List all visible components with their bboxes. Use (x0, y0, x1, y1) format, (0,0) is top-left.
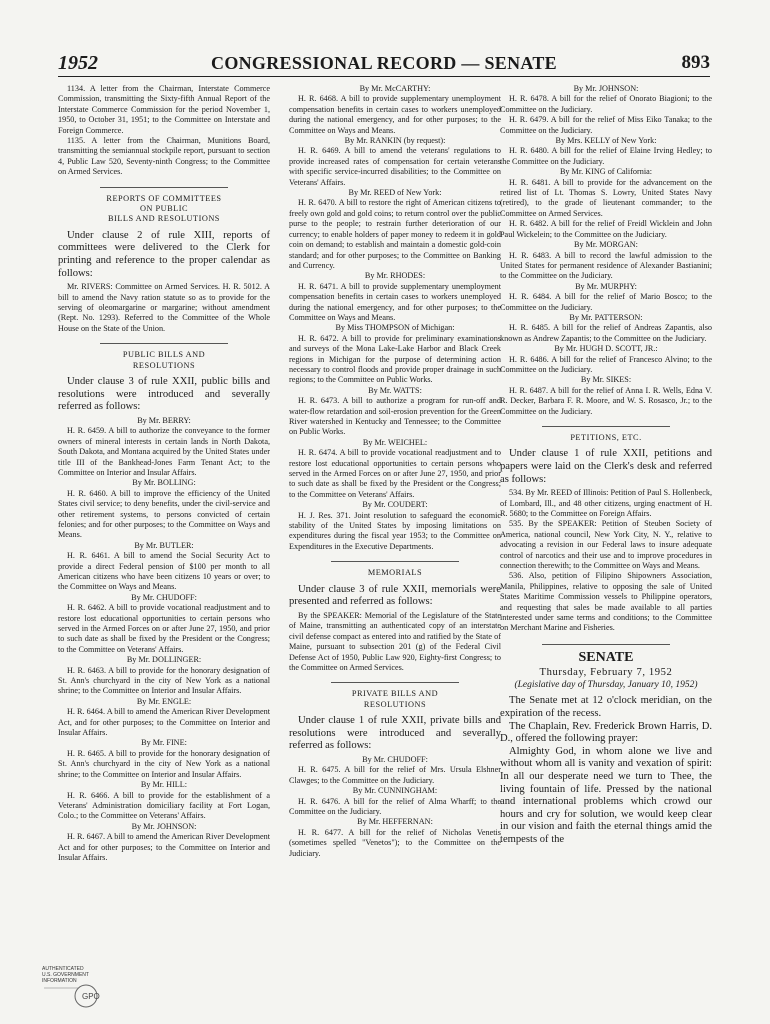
column-3 (500, 84, 712, 847)
bill-entry: H. R. 6482. A bill for the relief of Freidl Wicklein and John Paul Wickelein; to the Committee on the Judiciary. (500, 219, 712, 239)
petition-list (500, 488, 712, 634)
paragraph: The Chaplain, Rev. Frederick Brown Harris, D. D., offered the following prayer: (500, 720, 712, 745)
intro-paragraph: Under clause 1 of rule XXII, private bills and resolutions were introduced and severally referred as follows: (289, 715, 501, 752)
bill-entry: H. R. 6466. A bill to provide for the establishment of a Veterans' Administration domiciliary facility at Fort Logan, Colo.; to the Committee on Veterans' Affairs. (58, 790, 270, 821)
bill-entry: H. R. 6483. A bill to record the lawful admission to the United States for permanent residence of Alexander Bastianini; to the Committee on the Judiciary. (500, 250, 712, 281)
column-1 (58, 84, 270, 863)
sponsor-line: By Miss THOMPSON of Michigan: (335, 323, 455, 333)
section-heading-petitions: PETITIONS, ETC. (542, 426, 669, 443)
bill-entry: H. R. 6476. A bill for the relief of Alma Wharff; to the Committee on the Judiciary. (289, 796, 501, 816)
bill-entry: H. R. 6477. A bill for the relief of Nicholas Venetis (sometimes spelled "Venetos"); to the Committee on the Judiciary. (289, 827, 501, 858)
column-2 (289, 84, 501, 859)
bill-entry: H. R. 6479. A bill for the relief of Miss Eiko Tanaka; to the Committee on the Judiciary. (500, 115, 712, 135)
bill-list (289, 84, 501, 552)
bill-entry: H. R. 6481. A bill to provide for the advancement on the retired list of Lt. Thomas S. Lowry, United States Navy (retired), to the grade of lieutenant commander; to the Committee on Armed Services. (500, 177, 712, 218)
intro-paragraph: Under clause 1 of rule XXII, petitions and papers were laid on the Clerk's desk and referred as follows: (500, 448, 712, 485)
intro-paragraph: Under clause 2 of rule XIII, reports of committees were delivered to the Clerk for printing and reference to the proper calendar as follows: (58, 229, 270, 279)
paragraph: 1134. A letter from the Chairman, Interstate Commerce Commission, transmitting the Sixty-fifth Annual Report of the Interstate Commerce Commission for the period November 1, 1950, to October 31, 1951; to the Committee on Interstate and Foreign Commerce. (58, 84, 270, 135)
session-date: Thursday, February 7, 1952 (539, 667, 673, 679)
sponsor-line: By Mr. BERRY: (137, 415, 191, 425)
bill-entry: H. R. 6487. A bill for the relief of Anna I. R. Wells, Edna V. R. Decker, Barbara F. R. Moore, and W. S. Rosasco, Jr.; to the Committee on the Judiciary. (500, 385, 712, 416)
paragraph: Mr. RIVERS: Committee on Armed Services. H. R. 5012. A bill to amend the Navy ration statute so as to provide for the serving of oleomargarine or margarine; without amendment (Rept. No. 1293). Referred to the Committee of the Whole House on the State of the Union. (58, 282, 270, 333)
bill-entry: H. R. 6464. A bill to amend the American River Development Act, and for other purposes; to the Committee on Interior and Insular Affairs. (58, 707, 270, 738)
bill-entry: H. R. 6473. A bill to authorize a program for run-off and water-flow retardation and soil-erosion prevention for the Green River watershed in Kentucky and Tennessee; to the Committee on Public Works. (289, 396, 501, 437)
prayer-text: Almighty God, in whom alone we live and without whom all is vanity and vexation of spirit: In all our desperate need we turn to Thee, the living fountain of life. Pressed by the national and international problems which crowd our hours and cry for solution, we would keep clear in our vision and faith the eternal things amid the tempests of the (500, 745, 712, 845)
bill-entry: H. R. 6472. A bill to provide for preliminary examinations and surveys of the Mona Lake-Lake Harbor and Black Creek regions in Michigan for the purpose of determining action necessary to control floods and provide proper drainage in such regions; to the Committee on Public Works. (289, 333, 501, 385)
sponsor-line: By Mr. SIKES: (580, 375, 632, 385)
sponsor-line: By Mr. MORGAN: (574, 240, 638, 250)
bill-entry: H. R. 6486. A bill for the relief of Francesco Alvino; to the Committee on the Judiciary. (500, 354, 712, 374)
bill-entry: H. J. Res. 371. Joint resolution to safeguard the economic stability of the United States by imposing limitations on expenditures during the fiscal year 1953; to the Committee on Expenditures in the Executive Departments. (289, 510, 501, 551)
sponsor-line: By Mr. JOHNSON: (573, 84, 639, 93)
paragraph: By the SPEAKER: Memorial of the Legislature of the State of Maine, transmitting an authenticated copy of an interstate civil defense compact as entered into and ratified by the State of Maine, pursuant to subsection 201 (g) of the Federal Civil Defense Act of 1950, Public Law 920, Eighty-first Congress; to the Committee on Armed Services. (289, 610, 501, 672)
bill-entry: H. R. 6469. A bill to amend the veterans' regulations to provide increased rates of compensation for certain veterans with specific service-incurred disabilities; to the Committee on Veterans' Affairs. (289, 146, 501, 187)
legislative-day: (Legislative day of Thursday, January 10, 1952) (514, 679, 698, 690)
sponsor-line: By Mr. REED of New York: (348, 188, 442, 198)
intro-paragraph: Under clause 3 of rule XXII, memorials were presented and referred as follows: (289, 583, 501, 608)
gpo-label-line: U.S. GOVERNMENT (42, 972, 89, 978)
petition-entry: 535. By the SPEAKER: Petition of Steuben Society of America, national council, New York City, N. Y., relative to advocating a revision in our Federal laws to insure adequate control of narcotics and their use and to improve procedures in connection therewith; to the Committee on Ways and Means. (500, 519, 712, 571)
sponsor-line: By Mr. WATTS: (368, 385, 422, 395)
bill-entry: H. R. 6463. A bill to provide for the honorary designation of St. Ann's churchyard in the city of New York as a national shrine; to the Committee on Interior and Insular Affairs. (58, 665, 270, 696)
page-header (58, 50, 710, 77)
sponsor-line: By Mr. KING of California: (559, 167, 653, 177)
sponsor-line: By Mr. HILL: (140, 780, 188, 790)
sponsor-line: By Mr. JOHNSON: (131, 821, 197, 831)
sponsor-line: By Mr. MURPHY: (575, 281, 637, 291)
sponsor-line: By Mr. PATTERSON: (569, 312, 643, 322)
bill-entry: H. R. 6471. A bill to provide supplementary unemployment compensation benefits in certain cases to workers unemployed during the national emergency, and for other purposes; to the Committee on Ways and Means. (289, 281, 501, 322)
bill-list (500, 84, 712, 417)
bill-entry: H. R. 6475. A bill for the relief of Mrs. Ursula Elshner Clawges; to the Committee on the Judiciary. (289, 765, 501, 785)
section-heading-reports (100, 187, 227, 225)
year-label: 1952 (58, 52, 98, 74)
gpo-label-line: AUTHENTICATED (42, 966, 84, 972)
sponsor-line: By Mr. ENGLE: (136, 696, 192, 706)
bill-list (58, 416, 270, 863)
sponsor-line: By Mr. HEFFERNAN: (357, 817, 433, 827)
bill-entry: H. R. 6465. A bill to provide for the honorary designation of St. Ann's churchyard in the city of New York as a national shrine; to the Committee on Interior and Insular Affairs. (58, 748, 270, 779)
sponsor-line: By Mrs. KELLY of New York: (555, 136, 657, 146)
sponsor-line: By Mr. CHUDOFF: (131, 592, 197, 602)
sponsor-line: By Mr. COUDERT: (362, 500, 428, 510)
sponsor-line: By Mr. DOLLINGER: (126, 655, 202, 665)
page-number: 893 (681, 52, 710, 73)
petition-entry: 534. By Mr. REED of Illinois: Petition of Paul S. Hollenbeck, of Lombard, Ill., and 48 other citizens, urging enactment of H. R. 5680; to the Committee on Foreign Affairs. (500, 488, 712, 518)
intro-paragraph: Under clause 3 of rule XXII, public bills and resolutions were introduced and severally referred as follows: (58, 376, 270, 413)
bill-list (289, 755, 501, 859)
sponsor-line: By Mr. CUNNINGHAM: (352, 786, 438, 796)
heading-line: BILLS AND RESOLUTIONS (108, 214, 220, 224)
bill-entry: H. R. 6468. A bill to provide supplementary unemployment compensation benefits in certain cases to workers unemployed during the national emergency, and for other purposes; to the Committee on Ways and Means. (289, 94, 501, 135)
sponsor-line: By Mr. WEICHEL: (362, 437, 428, 447)
bill-entry: H. R. 6474. A bill to provide vocational readjustment and to restore lost educational opportunities to certain persons who served in the Armed Forces on or after June 27, 1950, and prior to such date as shall be fixed by the President or the Congress; to the Committee on Veterans' Affairs. (289, 448, 501, 499)
bill-entry: H. R. 6478. A bill for the relief of Onorato Biagioni; to the Committee on the Judiciary. (500, 94, 712, 114)
bill-entry: H. R. 6485. A bill for the relief of Andreas Zapantis, also known as Andrew Zapantis; to the Committee on the Judiciary. (500, 323, 712, 343)
heading-line: REPORTS OF COMMITTEES ON PUBLIC (106, 193, 222, 214)
section-heading-public-bills: PUBLIC BILLS AND RESOLUTIONS (100, 343, 227, 371)
gpo-label-line: INFORMATION (42, 978, 77, 984)
sponsor-line: By Mr. FINE: (141, 738, 187, 748)
sponsor-line: By Mr. RANKIN (by request): (344, 136, 446, 146)
bill-entry: H. R. 6470. A bill to restore the right of American citizens to freely own gold and gold coins; to return control over the public purse to the people; to restrain further deterioration of our currency; to enable holders of paper money to redeem it in gold coin on demand; to establish and maintain a domestic gold-coin standard; and for other purposes; to the Committee on Banking and Currency. (289, 198, 501, 270)
page-title: CONGRESSIONAL RECORD — SENATE (211, 53, 557, 73)
petition-entry: 536. Also, petition of Filipino Shipowners Association, Manila, Philippines, relative to opposing the sale of United States Maritime Commission vessels to Philippine operators, and requesting that sales be made available to all parties interested under same terms and conditions; to the Committee on Merchant Marine and Fisheries. (500, 571, 712, 633)
bill-entry: H. R. 6480. A bill for the relief of Elaine Irving Hedley; to the Committee on the Judiciary. (500, 146, 712, 166)
gpo-authentication-seal (42, 966, 102, 1016)
bill-entry: H. R. 6459. A bill to authorize the conveyance to the former owners of mineral interests in certain lands in North Dakota, South Dakota, and Montana acquired by the United States under title III of the Bankhead-Jones Farm Tenant Act; to the Committee on Interior and Insular Affairs. (58, 426, 270, 477)
section-heading-memorials: MEMORIALS (331, 561, 458, 578)
sponsor-line: By Mr. McCARTHY: (359, 84, 431, 93)
section-heading-private-bills: PRIVATE BILLS AND RESOLUTIONS (331, 682, 458, 710)
sponsor-line: By Mr. BUTLER: (134, 540, 194, 550)
sponsor-line: By Mr. CHUDOFF: (362, 754, 428, 764)
gpo-label (42, 966, 102, 984)
bill-entry: H. R. 6462. A bill to provide vocational readjustment and to restore lost educational opportunities to certain persons who served in the Armed Forces on or after June 27, 1950, and prior to such date as shall be fixed by the President or the Congress; to the Committee on Veterans' Affairs. (58, 603, 270, 654)
paragraph: 1135. A letter from the Chairman, Munitions Board, transmitting the semiannual stockpile report, pursuant to section 4, Public Law 520, Seventy-ninth Congress; to the Committee on Armed Services. (58, 136, 270, 177)
chamber-heading: SENATE (542, 644, 669, 663)
bill-entry: H. R. 6460. A bill to improve the efficiency of the United States civil service; to deny benefits, under the civil-service and other retirement systems, to persons convicted of certain felonies; and for other purposes; to the Committee on Ways and Means. (58, 488, 270, 540)
paragraph: The Senate met at 12 o'clock meridian, on the expiration of the recess. (500, 695, 712, 720)
sponsor-line: By Mr. HUGH D. SCOTT, JR.: (554, 344, 658, 354)
bill-entry: H. R. 6484. A bill for the relief of Mario Bosco; to the Committee on the Judiciary. (500, 292, 712, 312)
bill-entry: H. R. 6461. A bill to amend the Social Security Act to provide a direct Federal pension of $100 per month to all American citizens who have been citizens 10 years or over; to the Committee on Ways and Means. (58, 551, 270, 592)
sponsor-line: By Mr. RHODES: (364, 271, 426, 281)
sponsor-line: By Mr. BOLLING: (132, 478, 196, 488)
bill-entry: H. R. 6467. A bill to amend the American River Development Act and for other purposes; to the Committee on Interior and Insular Affairs. (58, 832, 270, 862)
gpo-mark: GPO (82, 992, 100, 1001)
